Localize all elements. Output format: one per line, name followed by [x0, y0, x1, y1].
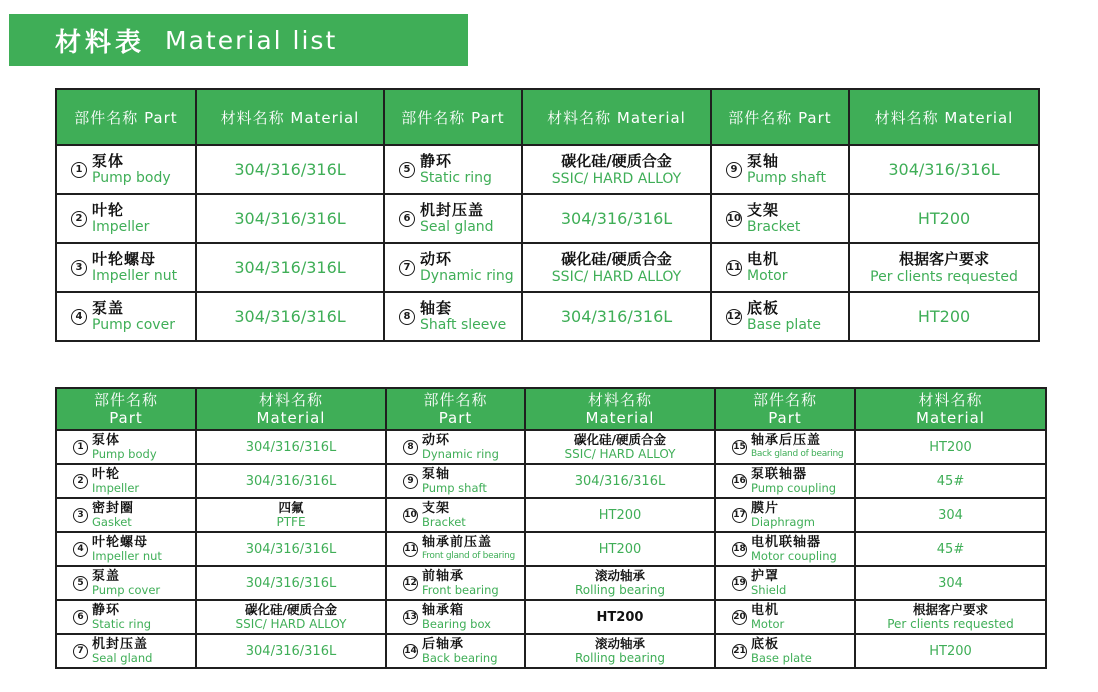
part-name-en: Bearing box — [422, 617, 491, 631]
part-name-cn: 泵盖 — [92, 569, 121, 584]
material-cn: 碳化硅/硬质合金 — [573, 432, 667, 447]
part-name-en: Pump body — [92, 447, 157, 461]
part-entry — [57, 535, 195, 563]
item-number: 16 — [732, 474, 747, 489]
item-number: 15 — [732, 440, 747, 455]
part-entry — [57, 569, 195, 597]
part-name-en: Static ring — [92, 617, 152, 631]
material-header — [196, 388, 386, 430]
material-header: 材料名称 Material — [196, 89, 384, 145]
material-table-1 — [55, 88, 1040, 342]
item-number: 12 — [726, 309, 742, 325]
material-cell: HT200 — [525, 532, 715, 566]
part-name-cn: 电机 — [747, 250, 780, 268]
material-cell: 45# — [855, 532, 1046, 566]
part-cell — [56, 464, 196, 498]
material-cell: HT200 — [525, 600, 715, 634]
header-cn: 材料名称 — [258, 391, 323, 409]
part-names — [92, 251, 177, 284]
part-name-cn: 泵联轴器 — [751, 467, 808, 482]
item-number: 21 — [732, 644, 747, 659]
item-number: 5 — [73, 576, 88, 591]
part-name-en: Gasket — [92, 515, 132, 529]
part-name-cn: 机封压盖 — [420, 201, 485, 219]
material-en: Per clients requested — [887, 617, 1014, 631]
item-number: 10 — [726, 211, 742, 227]
part-name-en: Bracket — [747, 219, 801, 235]
title-cn: 材料表 — [55, 27, 146, 58]
material-cell — [522, 243, 711, 292]
part-cell — [386, 498, 525, 532]
part-entry — [57, 603, 195, 631]
part-cell — [715, 600, 855, 634]
part-name-cn: 电机 — [751, 603, 780, 618]
item-number: 19 — [732, 576, 747, 591]
part-name-cn: 泵体 — [92, 433, 121, 448]
part-entry — [387, 603, 524, 631]
part-names — [420, 251, 514, 284]
item-number: 8 — [399, 309, 415, 325]
part-entry — [712, 251, 848, 284]
title-banner — [9, 14, 468, 66]
material-cell: 304/316/316L — [522, 194, 711, 243]
part-name-en: Base plate — [747, 317, 821, 333]
part-cell — [715, 464, 855, 498]
part-entry — [716, 433, 854, 461]
part-header: 部件名称 Part — [711, 89, 849, 145]
material-cell: 304/316/316L — [196, 292, 384, 341]
part-name-cn: 轴承前压盖 — [422, 535, 493, 550]
material-cell: 304/316/316L — [849, 145, 1039, 194]
part-names — [92, 603, 151, 631]
part-entry — [57, 433, 195, 461]
header-en: Part — [438, 409, 473, 427]
table-row — [56, 600, 1046, 634]
header-en: Material — [916, 409, 985, 427]
part-cell — [386, 634, 525, 668]
part-name-en: Dynamic ring — [422, 447, 499, 461]
material-cell: 304 — [855, 566, 1046, 600]
part-entry — [712, 153, 848, 186]
part-name-cn: 后轴承 — [422, 637, 465, 652]
material-cell: HT200 — [855, 430, 1046, 464]
material-cell: 304/316/316L — [196, 194, 384, 243]
material-cell: 304/316/316L — [196, 532, 386, 566]
material-cell — [525, 430, 715, 464]
part-names — [422, 467, 487, 495]
part-name-en: Pump coupling — [751, 481, 837, 495]
part-entry — [387, 501, 524, 529]
part-names — [420, 300, 506, 333]
material-header: 材料名称 Material — [849, 89, 1039, 145]
item-number: 3 — [71, 260, 87, 276]
part-name-cn: 动环 — [420, 250, 453, 268]
part-entry — [716, 501, 854, 529]
part-cell — [56, 145, 196, 194]
part-entry — [385, 153, 521, 186]
material-cell: 304/316/316L — [196, 634, 386, 668]
item-number: 8 — [403, 440, 418, 455]
part-names — [422, 569, 499, 597]
part-names — [747, 251, 787, 284]
part-name-en: Seal gland — [92, 651, 153, 665]
part-names — [747, 202, 800, 235]
material-en: SSIC/ HARD ALLOY — [235, 617, 347, 631]
part-cell — [384, 194, 522, 243]
part-entry — [387, 569, 524, 597]
part-name-en: Pump body — [92, 170, 171, 186]
part-cell — [56, 600, 196, 634]
header-cn: 部件名称 — [423, 391, 488, 409]
part-entry — [57, 300, 195, 333]
part-cell — [715, 498, 855, 532]
part-names — [422, 433, 499, 461]
material-cn: 碳化硅/硬质合金 — [244, 602, 338, 617]
material-header: 材料名称 Material — [522, 89, 711, 145]
item-number: 11 — [726, 260, 742, 276]
part-entry — [716, 535, 854, 563]
material-cn: 四氟 — [278, 500, 304, 515]
part-names — [751, 569, 786, 597]
part-name-cn: 轴承箱 — [422, 603, 465, 618]
material-cell — [525, 634, 715, 668]
part-names — [92, 467, 139, 495]
part-name-en: Bracket — [422, 515, 466, 529]
part-cell — [56, 498, 196, 532]
material-en: Rolling bearing — [574, 651, 666, 665]
part-name-cn: 护罩 — [751, 569, 780, 584]
part-cell — [56, 430, 196, 464]
title-en: Material list — [165, 25, 338, 55]
part-cell — [386, 600, 525, 634]
item-number: 1 — [73, 440, 88, 455]
part-entry — [387, 535, 524, 563]
part-entry — [57, 501, 195, 529]
item-number: 11 — [403, 542, 418, 557]
part-cell — [711, 243, 849, 292]
part-name-cn: 泵轴 — [747, 152, 780, 170]
part-name-cn: 静环 — [420, 152, 453, 170]
item-number: 1 — [71, 162, 87, 178]
part-name-en: Motor coupling — [751, 549, 837, 563]
item-number: 3 — [73, 508, 88, 523]
item-number: 17 — [732, 508, 747, 523]
part-cell — [384, 243, 522, 292]
table-row — [56, 498, 1046, 532]
part-name-en: Impeller — [92, 481, 140, 495]
part-names — [422, 535, 515, 563]
part-cell — [56, 194, 196, 243]
material-cn: 根据客户要求 — [898, 249, 989, 268]
material-en: Rolling bearing — [574, 583, 666, 597]
part-cell — [711, 292, 849, 341]
header-cn: 材料名称 — [587, 391, 652, 409]
part-cell — [715, 430, 855, 464]
part-name-cn: 叶轮螺母 — [92, 250, 157, 268]
part-name-en: Dynamic ring — [420, 268, 514, 284]
part-name-cn: 电机联轴器 — [751, 535, 822, 550]
material-cell: HT200 — [849, 194, 1039, 243]
part-name-en: Pump shaft — [422, 481, 487, 495]
part-cell — [384, 292, 522, 341]
part-names — [747, 153, 826, 186]
part-entry — [387, 467, 524, 495]
part-name-en: Back gland of bearing — [751, 449, 844, 459]
part-name-en: Seal gland — [420, 219, 494, 235]
material-cell — [522, 145, 711, 194]
header-en: Material — [256, 409, 326, 427]
part-name-en: Pump shaft — [747, 170, 826, 186]
part-names — [751, 467, 836, 495]
part-name-cn: 泵盖 — [92, 299, 125, 317]
part-entry — [387, 433, 524, 461]
part-name-en: Pump cover — [92, 583, 161, 597]
part-cell — [386, 566, 525, 600]
part-cell — [56, 532, 196, 566]
material-cn: 碳化硅/硬质合金 — [561, 249, 672, 268]
part-name-cn: 泵体 — [92, 152, 125, 170]
material-cell — [855, 600, 1046, 634]
part-name-en: Impeller — [92, 219, 150, 235]
part-cell — [56, 634, 196, 668]
part-names — [422, 501, 466, 529]
part-name-en: Front gland of bearing — [422, 551, 515, 561]
part-cell — [711, 145, 849, 194]
header-en: Part — [109, 409, 143, 427]
material-en: SSIC/ HARD ALLOY — [564, 447, 676, 461]
part-entry — [57, 637, 195, 665]
part-name-en: Base plate — [751, 651, 812, 665]
part-names — [422, 637, 498, 665]
part-name-cn: 叶轮 — [92, 201, 125, 219]
part-names — [92, 535, 162, 563]
header-cn: 部件名称 — [752, 391, 817, 409]
part-name-cn: 轴套 — [420, 299, 453, 317]
part-cell — [384, 145, 522, 194]
item-number: 14 — [403, 644, 418, 659]
part-name-cn: 密封圈 — [92, 501, 135, 516]
part-cell — [56, 566, 196, 600]
part-cell — [386, 532, 525, 566]
part-entry — [712, 300, 848, 333]
item-number: 4 — [71, 309, 87, 325]
part-names — [92, 501, 134, 529]
table-row — [56, 145, 1039, 194]
part-name-cn: 支架 — [422, 501, 451, 516]
item-number: 9 — [403, 474, 418, 489]
item-number: 6 — [73, 610, 88, 625]
material-cn: 滚动轴承 — [594, 636, 645, 651]
material-en: PTFE — [276, 515, 306, 529]
part-name-cn: 叶轮 — [92, 467, 121, 482]
material-cn: 碳化硅/硬质合金 — [561, 151, 672, 170]
item-number: 18 — [732, 542, 747, 557]
material-cell: 304 — [855, 498, 1046, 532]
part-names — [751, 501, 815, 529]
part-name-en: Impeller nut — [92, 549, 162, 563]
material-cell — [849, 243, 1039, 292]
part-entry — [57, 467, 195, 495]
part-cell — [715, 566, 855, 600]
part-entry — [712, 202, 848, 235]
part-name-cn: 轴承后压盖 — [751, 433, 822, 448]
item-number: 13 — [403, 610, 418, 625]
item-number: 2 — [73, 474, 88, 489]
table-row — [56, 464, 1046, 498]
material-cell — [525, 566, 715, 600]
part-header — [56, 388, 196, 430]
table-row — [56, 243, 1039, 292]
part-entry — [716, 603, 854, 631]
part-name-cn: 动环 — [422, 433, 451, 448]
part-name-en: Diaphragm — [751, 515, 815, 529]
part-names — [751, 637, 812, 665]
table-row — [56, 634, 1046, 668]
material-header — [855, 388, 1046, 430]
part-cell — [56, 243, 196, 292]
part-name-cn: 静环 — [92, 603, 121, 618]
part-entry — [385, 300, 521, 333]
part-name-en: Static ring — [420, 170, 492, 186]
part-names — [92, 153, 171, 186]
part-entry — [716, 637, 854, 665]
part-name-cn: 膜片 — [751, 501, 780, 516]
material-cell: 45# — [855, 464, 1046, 498]
part-names — [92, 569, 160, 597]
part-header — [386, 388, 525, 430]
item-number: 10 — [403, 508, 418, 523]
part-names — [751, 535, 837, 563]
header-en: Part — [768, 409, 802, 427]
material-en: SSIC/ HARD ALLOY — [551, 268, 682, 285]
part-names — [751, 603, 784, 631]
table-row — [56, 292, 1039, 341]
part-name-en: Pump cover — [92, 317, 175, 333]
item-number: 5 — [399, 162, 415, 178]
material-cell: 304/316/316L — [196, 464, 386, 498]
item-number: 7 — [399, 260, 415, 276]
part-cell — [386, 464, 525, 498]
part-name-en: Back bearing — [422, 651, 498, 665]
part-name-en: Motor — [747, 268, 788, 284]
material-en: Per clients requested — [870, 268, 1018, 285]
item-number: 20 — [732, 610, 747, 625]
part-names — [422, 603, 491, 631]
part-names — [751, 433, 843, 461]
part-name-en: Front bearing — [422, 583, 499, 597]
table-row — [56, 566, 1046, 600]
part-name-cn: 叶轮螺母 — [92, 535, 149, 550]
part-cell — [715, 532, 855, 566]
material-cell: 304/316/316L — [196, 430, 386, 464]
part-names — [92, 433, 157, 461]
part-header — [715, 388, 855, 430]
part-name-en: Shield — [751, 583, 787, 597]
table-row — [56, 532, 1046, 566]
part-names — [92, 300, 175, 333]
item-number: 4 — [73, 542, 88, 557]
part-name-en: Shaft sleeve — [420, 317, 507, 333]
item-number: 2 — [71, 211, 87, 227]
part-cell — [56, 292, 196, 341]
part-entry — [385, 202, 521, 235]
material-cell — [196, 600, 386, 634]
part-cell — [386, 430, 525, 464]
table-row — [56, 194, 1039, 243]
part-entry — [716, 569, 854, 597]
item-number: 9 — [726, 162, 742, 178]
part-header: 部件名称 Part — [56, 89, 196, 145]
table-row — [56, 430, 1046, 464]
part-names — [92, 637, 152, 665]
part-entry — [57, 153, 195, 186]
material-cn: 根据客户要求 — [912, 602, 988, 617]
part-entry — [57, 251, 195, 284]
item-number: 7 — [73, 644, 88, 659]
part-name-cn: 底板 — [751, 637, 780, 652]
header-cn: 部件名称 — [93, 391, 158, 409]
part-name-en: Impeller nut — [92, 268, 178, 284]
header-cn: 材料名称 — [918, 391, 983, 409]
part-names — [92, 202, 149, 235]
part-name-cn: 前轴承 — [422, 569, 465, 584]
material-header — [525, 388, 715, 430]
part-cell — [711, 194, 849, 243]
item-number: 12 — [403, 576, 418, 591]
material-cell: 304/316/316L — [525, 464, 715, 498]
material-cell: 304/316/316L — [522, 292, 711, 341]
part-names — [420, 202, 494, 235]
material-cell: 304/316/316L — [196, 145, 384, 194]
part-entry — [716, 467, 854, 495]
part-names — [420, 153, 492, 186]
item-number: 6 — [399, 211, 415, 227]
material-cell — [196, 498, 386, 532]
part-header: 部件名称 Part — [384, 89, 522, 145]
part-entry — [387, 637, 524, 665]
part-name-cn: 泵轴 — [422, 467, 451, 482]
material-cell: 304/316/316L — [196, 243, 384, 292]
part-name-en: Motor — [751, 617, 785, 631]
material-cell: HT200 — [849, 292, 1039, 341]
material-cell: HT200 — [855, 634, 1046, 668]
header-en: Material — [585, 409, 655, 427]
part-name-cn: 底板 — [747, 299, 780, 317]
material-cell: 304/316/316L — [196, 566, 386, 600]
part-name-cn: 机封压盖 — [92, 637, 149, 652]
material-en: SSIC/ HARD ALLOY — [551, 170, 682, 187]
part-name-cn: 支架 — [747, 201, 780, 219]
material-table-2 — [55, 387, 1047, 669]
part-names — [747, 300, 821, 333]
material-cell: HT200 — [525, 498, 715, 532]
material-cn: 滚动轴承 — [594, 568, 645, 583]
part-cell — [715, 634, 855, 668]
part-entry — [385, 251, 521, 284]
part-entry — [57, 202, 195, 235]
